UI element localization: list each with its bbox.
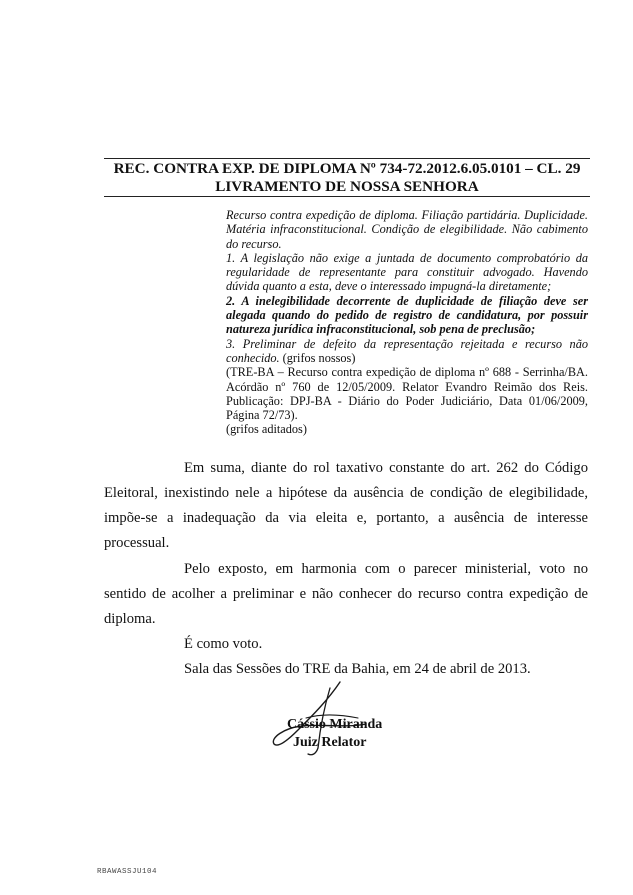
ementa-item-1: 1. A legislação não exige a juntada de documento comprobatório da regularidade de representante para constituir advogado. Havendo dúvida quanto a esta, deve o interessado impugná-la diretamente; [226,250,588,294]
process-number-title: REC. CONTRA EXP. DE DIPLOMA Nº 734-72.2012.6.05.0101 – CL. 29 [113,160,581,177]
ementa-quote [226,208,588,437]
closing-vote: É como voto. [184,636,263,652]
signature-name: Cássio Miranda [287,717,383,732]
ementa-citation-note: (grifos aditados) [226,422,307,437]
municipality-title: LIVRAMENTO DE NOSSA SENHORA [215,178,479,195]
ementa-intro: Recurso contra expedição de diploma. Filiação partidária. Duplicidade. Matéria infraconstitucional. Condição de elegibilidade. Não cabimento do recurso. [226,208,588,251]
ementa-item-2: 2. A inelegibilidade decorrente de duplicidade de filiação deve ser alegada quando do pedido de registro de candidatura, por possuir natureza jurídica infraconstitucional, sob pena de preclusão; [226,293,588,337]
body-paragraph-1: Em suma, diante do rol taxativo constante do art. 262 do Código Eleitoral, inexistindo nele a hipótese da ausência de condição de elegibilidade, impõe-se a inadequação da via eleita e, portanto, a ausência de interesse processual. [104,460,588,551]
ementa-item-3-text: 3. Preliminar de defeito da representação rejeitada e recurso não conhecido. [226,336,588,365]
signature-role: Juiz Relator [293,735,367,750]
footer-document-code: RBAWASSJU104 [97,868,158,876]
body-paragraph-2: Pelo exposto, em harmonia com o parecer ministerial, voto no sentido de acolher a preliminar e não conhecer do recurso contra expedição de diploma. [104,561,588,627]
ementa-item-3-note: (grifos nossos) [279,350,356,365]
header-rule-top [104,158,590,159]
ementa-citation: (TRE-BA – Recurso contra expedição de diploma nº 688 - Serrinha/BA. Acórdão nº 760 de 12/05/2009. Relator Evandro Reimão dos Reis. Publicação: DPJ-BA - Diário do Poder Judiciário, Data 01/06/2009, Página 72/73). [226,365,588,423]
header-rule-bottom [104,196,590,197]
document-header [104,160,590,196]
ementa-item-3 [226,337,588,366]
closing-place-date: Sala das Sessões do TRE da Bahia, em 24 de abril de 2013. [184,661,531,677]
